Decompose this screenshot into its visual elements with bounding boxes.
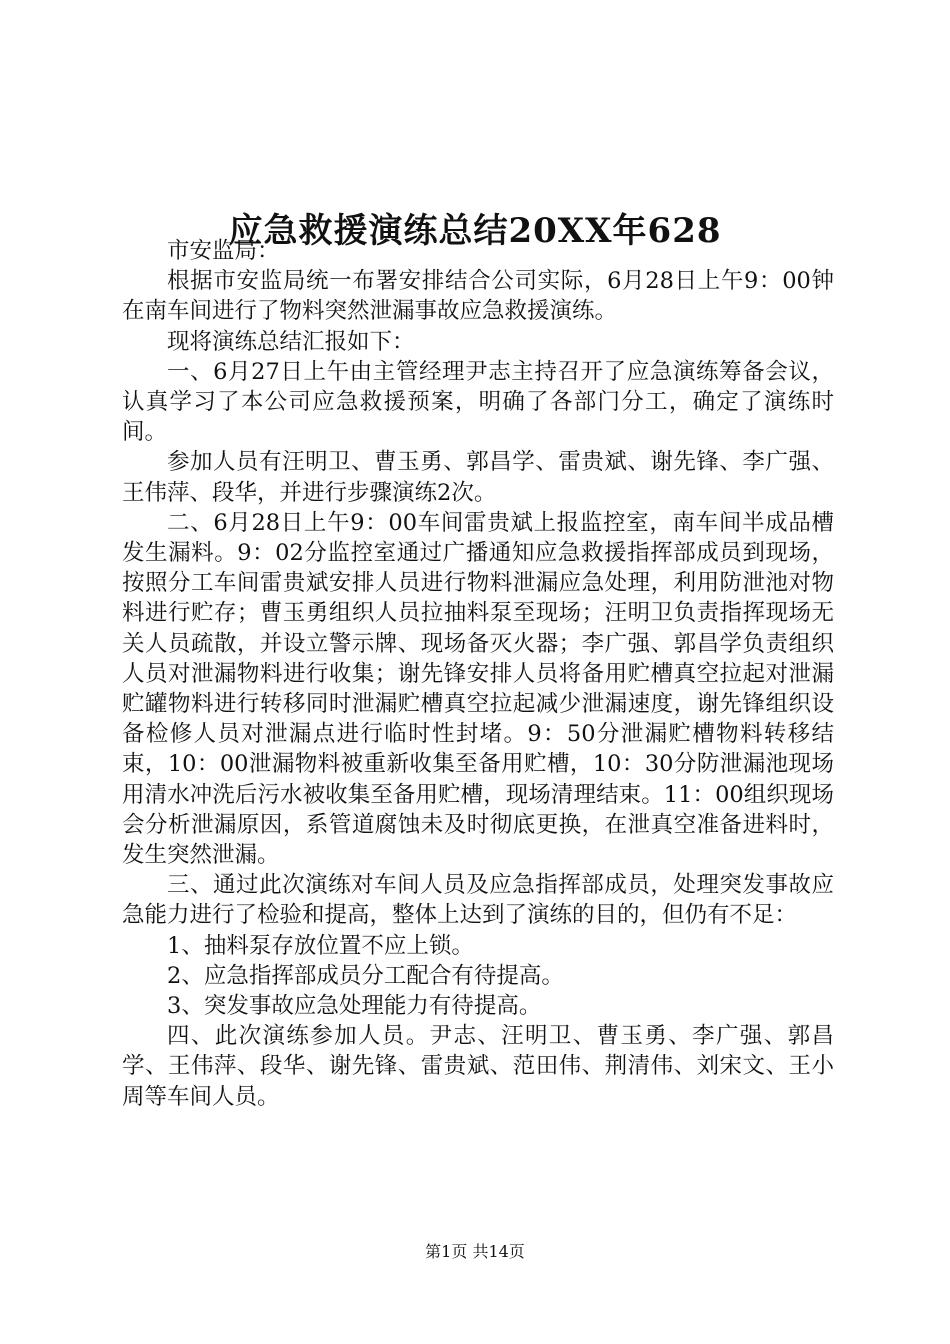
salutation: 市安监局： <box>167 238 280 264</box>
paragraph-section-3: 三、通过此次演练对车间人员及应急指挥部成员，处理突发事故应急能力进行了检验和提高，整体上达到了演练的目的，但仍有不足： <box>122 872 834 929</box>
document-body <box>122 236 834 1112</box>
page-number: 第1页 共14页 <box>425 1242 525 1261</box>
paragraph-intro: 根据市安监局统一布署安排结合公司实际，6月28日上午9：00钟在南车间进行了物料突然泄漏事故应急救援演练。 <box>122 268 834 325</box>
list-item-shortcoming-3: 3、突发事故应急处理能力有待提高。 <box>167 993 542 1020</box>
list-item-shortcoming-2: 2、应急指挥部成员分工配合有待提高。 <box>167 962 564 989</box>
document-title: 应急救援演练总结20XX年628 <box>228 210 722 251</box>
list-item-shortcoming-1: 1、抽料泵存放位置不应上锁。 <box>167 932 474 959</box>
paragraph-section-2: 二、6月28日上午9：00车间雷贵斌上报监控室，南车间半成品槽发生漏料。9：02分监控室通过广播通知应急救援指挥部成员到现场，按照分工车间雷贵斌安排人员进行物料泄漏应急处理，利用防泄池对物料进行贮存；曹玉勇组织人员拉抽料泵至现场；汪明卫负责指挥现场无关人员疏散，并设立警示牌、现场备灭火器；李广强、郭昌学负责组织人员对泄漏物料进行收集；谢先锋安排人员将备用贮槽真空拉起对泄漏贮罐物料进行转移同时泄漏贮槽真空拉起减少泄漏速度，谢先锋组织设备检修人员对泄漏点进行临时性封堵。9：50分泄漏贮槽物料转移结束，10：00泄漏物料被重新收集至备用贮槽，10：30分防泄漏池现场用清水冲洗后污水被收集至备用贮槽，现场清理结束。11：00组织现场会分析泄漏原因，系管道腐蚀未及时彻底更换，在泄真空准备进料时，发生突然泄漏。 <box>122 509 834 869</box>
paragraph-section-4: 四、此次演练参加人员。尹志、汪明卫、曹玉勇、李广强、郭昌学、王伟萍、段华、谢先锋、雷贵斌、范田伟、荆清伟、刘宋文、王小周等车间人员。 <box>122 1023 834 1110</box>
paragraph-section-1: 一、6月27日上午由主管经理尹志主持召开了应急演练筹备会议，认真学习了本公司应急救援预案，明确了各部门分工，确定了演练时间。 <box>122 358 834 446</box>
paragraph-report-lead: 现将演练总结汇报如下： <box>167 328 415 355</box>
paragraph-participants-rehearsal: 参加人员有汪明卫、曹玉勇、郭昌学、雷贵斌、谢先锋、李广强、王伟萍、段华，并进行步骤演练2次。 <box>122 449 834 506</box>
